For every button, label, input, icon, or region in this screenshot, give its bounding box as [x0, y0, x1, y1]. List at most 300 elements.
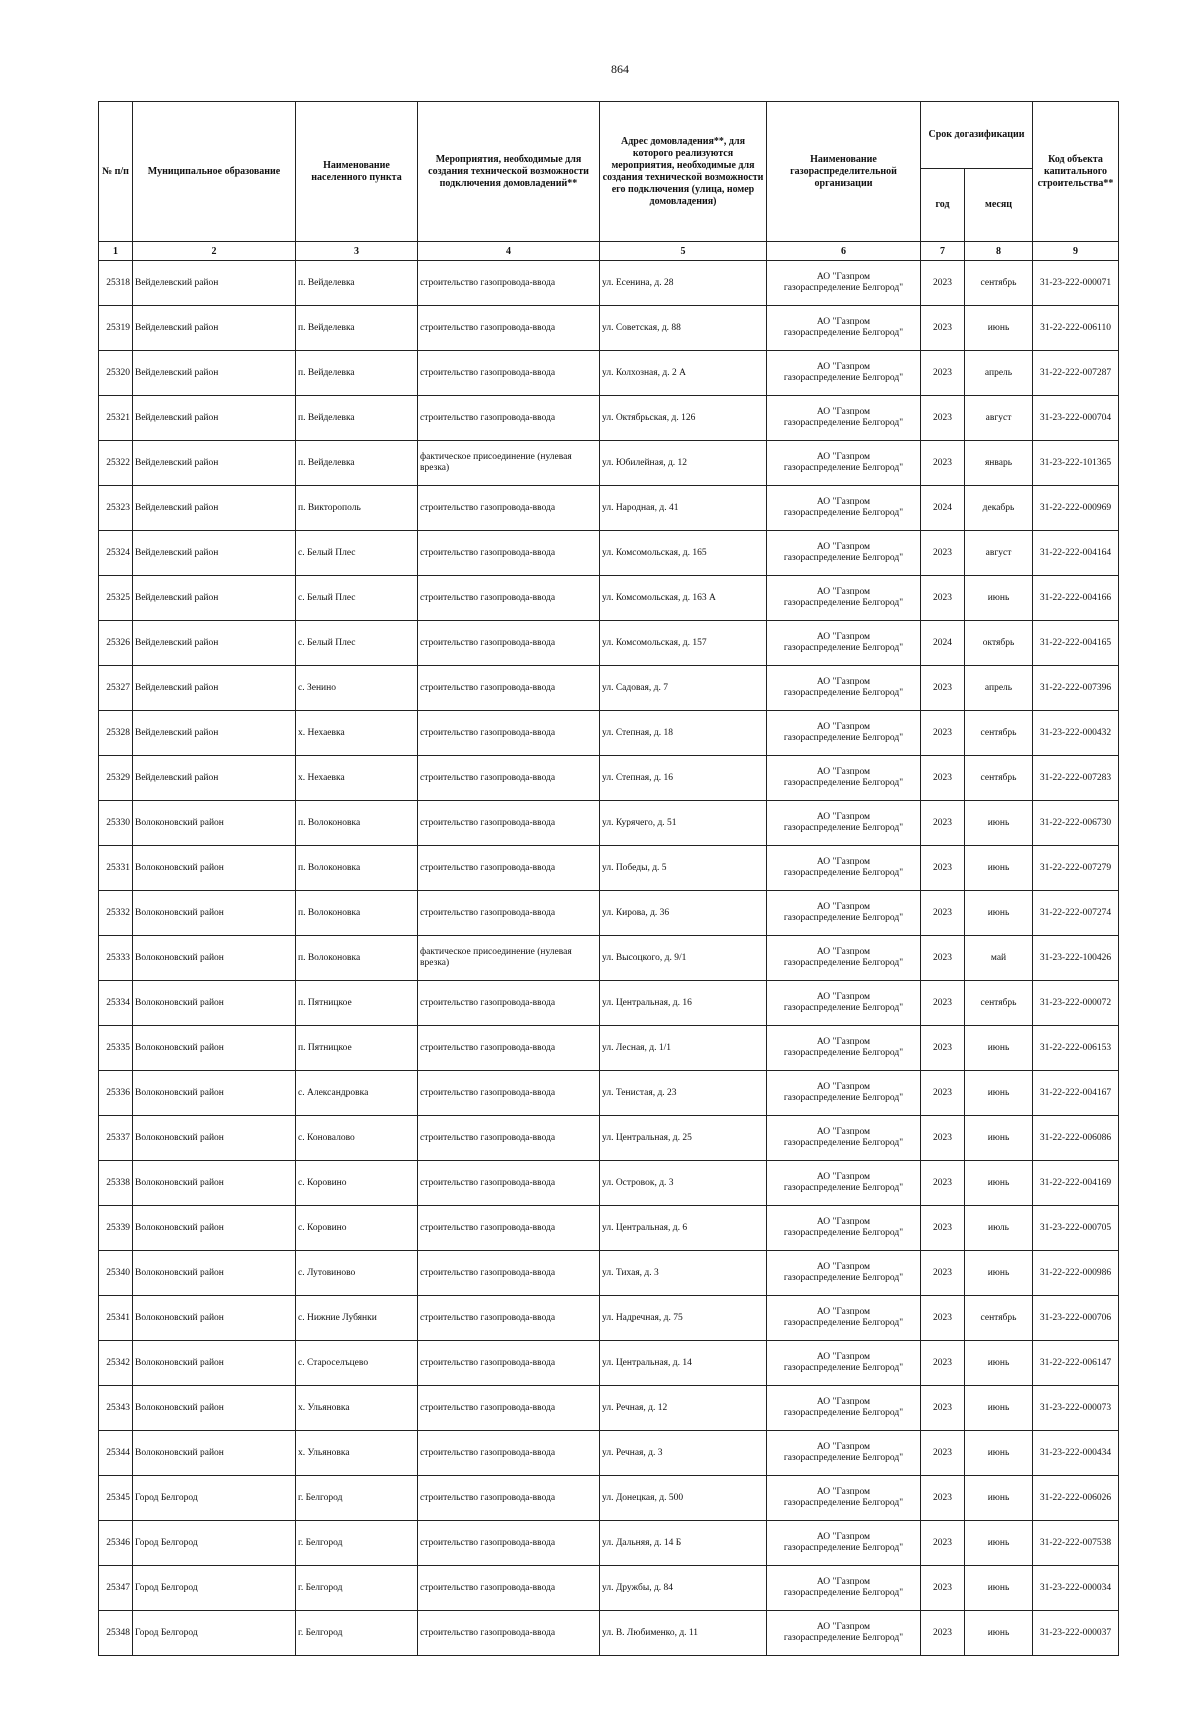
table-row [99, 351, 1119, 396]
object-code-cell: 31-22-222-006026 [1033, 1476, 1119, 1521]
row-number: 25330 [99, 801, 133, 846]
object-code-cell: 31-22-222-004165 [1033, 621, 1119, 666]
address-cell: ул. Комсомольская, д. 165 [600, 531, 767, 576]
table-row [99, 621, 1119, 666]
table-row [99, 1341, 1119, 1386]
table-row [99, 756, 1119, 801]
organization-line-2: газораспределение Белгород" [783, 508, 904, 518]
organization-line-2: газораспределение Белгород" [783, 283, 904, 293]
organization-line-2: газораспределение Белгород" [783, 1318, 904, 1328]
municipality-cell: Вейделевский район [133, 396, 296, 441]
month-cell: апрель [965, 666, 1033, 711]
row-number: 25347 [99, 1566, 133, 1611]
header-object-code: Код объекта капитального строительства** [1033, 102, 1119, 242]
organization-line-1: АО "Газпром [816, 362, 871, 372]
organization-line-2: газораспределение Белгород" [783, 868, 904, 878]
settlement-cell: п. Волоконовка [296, 801, 418, 846]
settlement-cell: х. Нехаевка [296, 756, 418, 801]
row-number: 25338 [99, 1161, 133, 1206]
row-number: 25346 [99, 1521, 133, 1566]
organization-cell [767, 486, 921, 531]
year-cell: 2023 [921, 981, 965, 1026]
municipality-cell: Вейделевский район [133, 531, 296, 576]
year-cell: 2023 [921, 1116, 965, 1161]
measure-cell: строительство газопровода-ввода [418, 846, 600, 891]
measure-cell: строительство газопровода-ввода [418, 576, 600, 621]
municipality-cell: Волоконовский район [133, 1296, 296, 1341]
month-cell: июнь [965, 1116, 1033, 1161]
settlement-cell: с. Коновалово [296, 1116, 418, 1161]
municipality-cell: Волоконовский район [133, 936, 296, 981]
organization-cell [767, 846, 921, 891]
table-row [99, 486, 1119, 531]
settlement-cell: с. Белый Плес [296, 531, 418, 576]
object-code-cell: 31-22-222-004169 [1033, 1161, 1119, 1206]
organization-cell [767, 711, 921, 756]
row-number: 25333 [99, 936, 133, 981]
measure-cell: строительство газопровода-ввода [418, 711, 600, 756]
measure-cell: фактическое присоединение (нулевая врезка) [418, 441, 600, 486]
organization-cell [767, 396, 921, 441]
month-cell: июнь [965, 1161, 1033, 1206]
year-cell: 2023 [921, 306, 965, 351]
object-code-cell: 31-22-222-007279 [1033, 846, 1119, 891]
table-row [99, 1431, 1119, 1476]
month-cell: июнь [965, 1251, 1033, 1296]
settlement-cell: г. Белгород [296, 1521, 418, 1566]
month-cell: июнь [965, 1386, 1033, 1431]
object-code-cell: 31-23-222-000034 [1033, 1566, 1119, 1611]
object-code-cell: 31-22-222-006147 [1033, 1341, 1119, 1386]
settlement-cell: п. Вейделевка [296, 306, 418, 351]
municipality-cell: Вейделевский район [133, 756, 296, 801]
row-number: 25331 [99, 846, 133, 891]
object-code-cell: 31-22-222-004164 [1033, 531, 1119, 576]
month-cell: июнь [965, 1611, 1033, 1656]
measure-cell: строительство газопровода-ввода [418, 666, 600, 711]
municipality-cell: Волоконовский район [133, 1161, 296, 1206]
organization-cell [767, 441, 921, 486]
month-cell: сентябрь [965, 711, 1033, 756]
row-number: 25341 [99, 1296, 133, 1341]
settlement-cell: п. Волоконовка [296, 891, 418, 936]
organization-line-1: АО "Газпром [816, 542, 871, 552]
measure-cell: строительство газопровода-ввода [418, 351, 600, 396]
object-code-cell: 31-23-222-000434 [1033, 1431, 1119, 1476]
table-row [99, 1161, 1119, 1206]
municipality-cell: Вейделевский район [133, 576, 296, 621]
year-cell: 2023 [921, 846, 965, 891]
municipality-cell: Волоконовский район [133, 981, 296, 1026]
measure-cell: строительство газопровода-ввода [418, 1611, 600, 1656]
month-cell: сентябрь [965, 981, 1033, 1026]
measure-cell: строительство газопровода-ввода [418, 891, 600, 936]
municipality-cell: Вейделевский район [133, 711, 296, 756]
organization-line-2: газораспределение Белгород" [783, 373, 904, 383]
municipality-cell: Волоконовский район [133, 1386, 296, 1431]
organization-line-1: АО "Газпром [816, 272, 871, 282]
address-cell: ул. В. Любименко, д. 11 [600, 1611, 767, 1656]
column-number: 2 [133, 242, 296, 261]
month-cell: июль [965, 1206, 1033, 1251]
organization-cell [767, 1161, 921, 1206]
object-code-cell: 31-22-222-007283 [1033, 756, 1119, 801]
organization-line-2: газораспределение Белгород" [783, 1408, 904, 1418]
measure-cell: строительство газопровода-ввода [418, 1476, 600, 1521]
table-row [99, 936, 1119, 981]
organization-line-1: АО "Газпром [816, 857, 871, 867]
organization-cell [767, 891, 921, 936]
measure-cell: строительство газопровода-ввода [418, 801, 600, 846]
table-row [99, 261, 1119, 306]
address-cell: ул. Дружбы, д. 84 [600, 1566, 767, 1611]
settlement-cell: п. Волоконовка [296, 936, 418, 981]
year-cell: 2023 [921, 711, 965, 756]
object-code-cell: 31-22-222-007287 [1033, 351, 1119, 396]
month-cell: июнь [965, 1521, 1033, 1566]
organization-cell [767, 1386, 921, 1431]
organization-line-1: АО "Газпром [816, 1172, 871, 1182]
object-code-cell: 31-23-222-000073 [1033, 1386, 1119, 1431]
year-cell: 2023 [921, 1521, 965, 1566]
address-cell: ул. Донецкая, д. 500 [600, 1476, 767, 1521]
column-number: 8 [965, 242, 1033, 261]
row-number: 25340 [99, 1251, 133, 1296]
measure-cell: строительство газопровода-ввода [418, 396, 600, 441]
object-code-cell: 31-23-222-100426 [1033, 936, 1119, 981]
organization-line-2: газораспределение Белгород" [783, 1588, 904, 1598]
settlement-cell: с. Белый Плес [296, 576, 418, 621]
row-number: 25334 [99, 981, 133, 1026]
organization-line-2: газораспределение Белгород" [783, 1363, 904, 1373]
object-code-cell: 31-22-222-006730 [1033, 801, 1119, 846]
organization-line-1: АО "Газпром [816, 1037, 871, 1047]
organization-line-2: газораспределение Белгород" [783, 328, 904, 338]
organization-cell [767, 261, 921, 306]
settlement-cell: с. Александровка [296, 1071, 418, 1116]
address-cell: ул. Лесная, д. 1/1 [600, 1026, 767, 1071]
header-measures: Мероприятия, необходимые для создания технической возможности подключения домовладений** [418, 102, 600, 242]
settlement-cell: п. Вейделевка [296, 396, 418, 441]
object-code-cell: 31-22-222-004167 [1033, 1071, 1119, 1116]
measure-cell: строительство газопровода-ввода [418, 306, 600, 351]
object-code-cell: 31-22-222-000986 [1033, 1251, 1119, 1296]
row-number: 25335 [99, 1026, 133, 1071]
organization-line-1: АО "Газпром [816, 1307, 871, 1317]
month-cell: июнь [965, 306, 1033, 351]
address-cell: ул. Есенина, д. 28 [600, 261, 767, 306]
column-number: 1 [99, 242, 133, 261]
header-municipality: Муниципальное образование [133, 102, 296, 242]
row-number: 25339 [99, 1206, 133, 1251]
row-number: 25344 [99, 1431, 133, 1476]
row-number: 25325 [99, 576, 133, 621]
organization-line-2: газораспределение Белгород" [783, 778, 904, 788]
address-cell: ул. Дальняя, д. 14 Б [600, 1521, 767, 1566]
table-row [99, 666, 1119, 711]
settlement-cell: г. Белгород [296, 1611, 418, 1656]
address-cell: ул. Тенистая, д. 23 [600, 1071, 767, 1116]
row-number: 25321 [99, 396, 133, 441]
organization-line-2: газораспределение Белгород" [783, 463, 904, 473]
organization-line-2: газораспределение Белгород" [783, 1003, 904, 1013]
table-row [99, 1206, 1119, 1251]
organization-line-2: газораспределение Белгород" [783, 823, 904, 833]
organization-cell [767, 1071, 921, 1116]
month-cell: апрель [965, 351, 1033, 396]
organization-line-2: газораспределение Белгород" [783, 598, 904, 608]
year-cell: 2023 [921, 756, 965, 801]
organization-cell [767, 666, 921, 711]
organization-line-2: газораспределение Белгород" [783, 733, 904, 743]
address-cell: ул. Степная, д. 16 [600, 756, 767, 801]
organization-cell [767, 351, 921, 396]
header-gasification-term: Срок догазификации [921, 102, 1033, 169]
organization-line-1: АО "Газпром [816, 767, 871, 777]
row-number: 25320 [99, 351, 133, 396]
year-cell: 2023 [921, 936, 965, 981]
month-cell: октябрь [965, 621, 1033, 666]
organization-line-1: АО "Газпром [816, 1577, 871, 1587]
month-cell: июнь [965, 1566, 1033, 1611]
settlement-cell: п. Пятницкое [296, 1026, 418, 1071]
measure-cell: строительство газопровода-ввода [418, 1431, 600, 1476]
year-cell: 2023 [921, 576, 965, 621]
address-cell: ул. Комсомольская, д. 157 [600, 621, 767, 666]
organization-line-2: газораспределение Белгород" [783, 1228, 904, 1238]
municipality-cell: Волоконовский район [133, 891, 296, 936]
address-cell: ул. Юбилейная, д. 12 [600, 441, 767, 486]
month-cell: июнь [965, 1071, 1033, 1116]
organization-cell [767, 801, 921, 846]
address-cell: ул. Октябрьская, д. 126 [600, 396, 767, 441]
year-cell: 2023 [921, 1566, 965, 1611]
organization-line-1: АО "Газпром [816, 1442, 871, 1452]
address-cell: ул. Степная, д. 18 [600, 711, 767, 756]
organization-line-2: газораспределение Белгород" [783, 1138, 904, 1148]
column-number: 6 [767, 242, 921, 261]
column-number: 9 [1033, 242, 1119, 261]
column-number: 3 [296, 242, 418, 261]
settlement-cell: п. Вейделевка [296, 351, 418, 396]
organization-cell [767, 1026, 921, 1071]
settlement-cell: п. Пятницкое [296, 981, 418, 1026]
table-row [99, 1296, 1119, 1341]
municipality-cell: Вейделевский район [133, 666, 296, 711]
settlement-cell: с. Коровино [296, 1161, 418, 1206]
object-code-cell: 31-22-222-006153 [1033, 1026, 1119, 1071]
month-cell: июнь [965, 846, 1033, 891]
table-row [99, 711, 1119, 756]
address-cell: ул. Центральная, д. 6 [600, 1206, 767, 1251]
measure-cell: строительство газопровода-ввода [418, 261, 600, 306]
month-cell: декабрь [965, 486, 1033, 531]
organization-cell [767, 1521, 921, 1566]
object-code-cell: 31-23-222-101365 [1033, 441, 1119, 486]
organization-cell [767, 531, 921, 576]
header-month: месяц [965, 169, 1033, 242]
row-number: 25324 [99, 531, 133, 576]
organization-cell [767, 936, 921, 981]
object-code-cell: 31-22-222-006110 [1033, 306, 1119, 351]
year-cell: 2023 [921, 801, 965, 846]
organization-line-2: газораспределение Белгород" [783, 553, 904, 563]
measure-cell: строительство газопровода-ввода [418, 1566, 600, 1611]
address-cell: ул. Комсомольская, д. 163 А [600, 576, 767, 621]
year-cell: 2023 [921, 261, 965, 306]
organization-line-1: АО "Газпром [816, 1352, 871, 1362]
object-code-cell: 31-23-222-000706 [1033, 1296, 1119, 1341]
organization-line-2: газораспределение Белгород" [783, 1048, 904, 1058]
table-row [99, 1566, 1119, 1611]
object-code-cell: 31-22-222-006086 [1033, 1116, 1119, 1161]
year-cell: 2023 [921, 351, 965, 396]
year-cell: 2023 [921, 1071, 965, 1116]
organization-line-1: АО "Газпром [816, 407, 871, 417]
organization-cell [767, 1341, 921, 1386]
organization-cell [767, 1116, 921, 1161]
year-cell: 2023 [921, 1026, 965, 1071]
table-row [99, 1611, 1119, 1656]
row-number: 25337 [99, 1116, 133, 1161]
municipality-cell: Волоконовский район [133, 1431, 296, 1476]
measure-cell: строительство газопровода-ввода [418, 1116, 600, 1161]
measure-cell: строительство газопровода-ввода [418, 1386, 600, 1431]
table-row [99, 576, 1119, 621]
table-row [99, 1521, 1119, 1566]
row-number: 25342 [99, 1341, 133, 1386]
year-cell: 2023 [921, 531, 965, 576]
organization-line-1: АО "Газпром [816, 677, 871, 687]
organization-line-2: газораспределение Белгород" [783, 418, 904, 428]
organization-line-2: газораспределение Белгород" [783, 1273, 904, 1283]
table-row [99, 1476, 1119, 1521]
measure-cell: строительство газопровода-ввода [418, 1251, 600, 1296]
header-year: год [921, 169, 965, 242]
organization-cell [767, 576, 921, 621]
municipality-cell: Волоконовский район [133, 1071, 296, 1116]
header-settlement: Наименование населенного пункта [296, 102, 418, 242]
year-cell: 2024 [921, 621, 965, 666]
address-cell: ул. Курячего, д. 51 [600, 801, 767, 846]
object-code-cell: 31-22-222-000969 [1033, 486, 1119, 531]
object-code-cell: 31-23-222-000432 [1033, 711, 1119, 756]
municipality-cell: Волоконовский район [133, 846, 296, 891]
municipality-cell: Волоконовский район [133, 1206, 296, 1251]
measure-cell: строительство газопровода-ввода [418, 1161, 600, 1206]
organization-line-2: газораспределение Белгород" [783, 1093, 904, 1103]
organization-line-1: АО "Газпром [816, 1622, 871, 1632]
column-numbers-row [99, 242, 1119, 261]
settlement-cell: с. Зенино [296, 666, 418, 711]
organization-cell [767, 981, 921, 1026]
municipality-cell: Город Белгород [133, 1521, 296, 1566]
organization-line-2: газораспределение Белгород" [783, 1498, 904, 1508]
row-number: 25348 [99, 1611, 133, 1656]
settlement-cell: х. Ульяновка [296, 1431, 418, 1476]
settlement-cell: с. Нижние Лубянки [296, 1296, 418, 1341]
year-cell: 2023 [921, 1251, 965, 1296]
organization-line-1: АО "Газпром [816, 1262, 871, 1272]
municipality-cell: Вейделевский район [133, 261, 296, 306]
organization-cell [767, 1431, 921, 1476]
year-cell: 2023 [921, 891, 965, 936]
municipality-cell: Волоконовский район [133, 1116, 296, 1161]
measure-cell: строительство газопровода-ввода [418, 1206, 600, 1251]
organization-line-1: АО "Газпром [816, 722, 871, 732]
object-code-cell: 31-23-222-000037 [1033, 1611, 1119, 1656]
organization-line-1: АО "Газпром [816, 1217, 871, 1227]
address-cell: ул. Победы, д. 5 [600, 846, 767, 891]
organization-line-1: АО "Газпром [816, 812, 871, 822]
address-cell: ул. Народная, д. 41 [600, 486, 767, 531]
settlement-cell: п. Вейделевка [296, 261, 418, 306]
year-cell: 2023 [921, 1341, 965, 1386]
measure-cell: строительство газопровода-ввода [418, 1341, 600, 1386]
row-number: 25329 [99, 756, 133, 801]
settlement-cell: г. Белгород [296, 1566, 418, 1611]
municipality-cell: Город Белгород [133, 1611, 296, 1656]
organization-line-1: АО "Газпром [816, 632, 871, 642]
measure-cell: строительство газопровода-ввода [418, 1026, 600, 1071]
municipality-cell: Вейделевский район [133, 306, 296, 351]
organization-cell [767, 1611, 921, 1656]
organization-line-1: АО "Газпром [816, 1127, 871, 1137]
organization-line-2: газораспределение Белгород" [783, 1543, 904, 1553]
table-row [99, 441, 1119, 486]
row-number: 25326 [99, 621, 133, 666]
address-cell: ул. Тихая, д. 3 [600, 1251, 767, 1296]
municipality-cell: Волоконовский район [133, 801, 296, 846]
municipality-cell: Волоконовский район [133, 1251, 296, 1296]
address-cell: ул. Садовая, д. 7 [600, 666, 767, 711]
year-cell: 2023 [921, 1296, 965, 1341]
month-cell: июнь [965, 801, 1033, 846]
table-row [99, 1386, 1119, 1431]
measure-cell: фактическое присоединение (нулевая врезка) [418, 936, 600, 981]
measure-cell: строительство газопровода-ввода [418, 981, 600, 1026]
column-number: 7 [921, 242, 965, 261]
settlement-cell: с. Староселъцево [296, 1341, 418, 1386]
municipality-cell: Город Белгород [133, 1566, 296, 1611]
month-cell: июнь [965, 576, 1033, 621]
row-number: 25343 [99, 1386, 133, 1431]
address-cell: ул. Центральная, д. 16 [600, 981, 767, 1026]
address-cell: ул. Центральная, д. 25 [600, 1116, 767, 1161]
address-cell: ул. Речная, д. 12 [600, 1386, 767, 1431]
column-number: 4 [418, 242, 600, 261]
month-cell: июнь [965, 1476, 1033, 1521]
month-cell: июнь [965, 1026, 1033, 1071]
organization-line-2: газораспределение Белгород" [783, 1633, 904, 1643]
measure-cell: строительство газопровода-ввода [418, 486, 600, 531]
organization-line-1: АО "Газпром [816, 947, 871, 957]
organization-cell [767, 306, 921, 351]
table-row [99, 846, 1119, 891]
table-body [99, 261, 1119, 1656]
year-cell: 2023 [921, 1206, 965, 1251]
settlement-cell: х. Ульяновка [296, 1386, 418, 1431]
year-cell: 2023 [921, 1611, 965, 1656]
settlement-cell: п. Волоконовка [296, 846, 418, 891]
month-cell: январь [965, 441, 1033, 486]
row-number: 25322 [99, 441, 133, 486]
organization-line-2: газораспределение Белгород" [783, 688, 904, 698]
organization-line-1: АО "Газпром [816, 992, 871, 1002]
address-cell: ул. Советская, д. 88 [600, 306, 767, 351]
month-cell: сентябрь [965, 1296, 1033, 1341]
object-code-cell: 31-22-222-007538 [1033, 1521, 1119, 1566]
